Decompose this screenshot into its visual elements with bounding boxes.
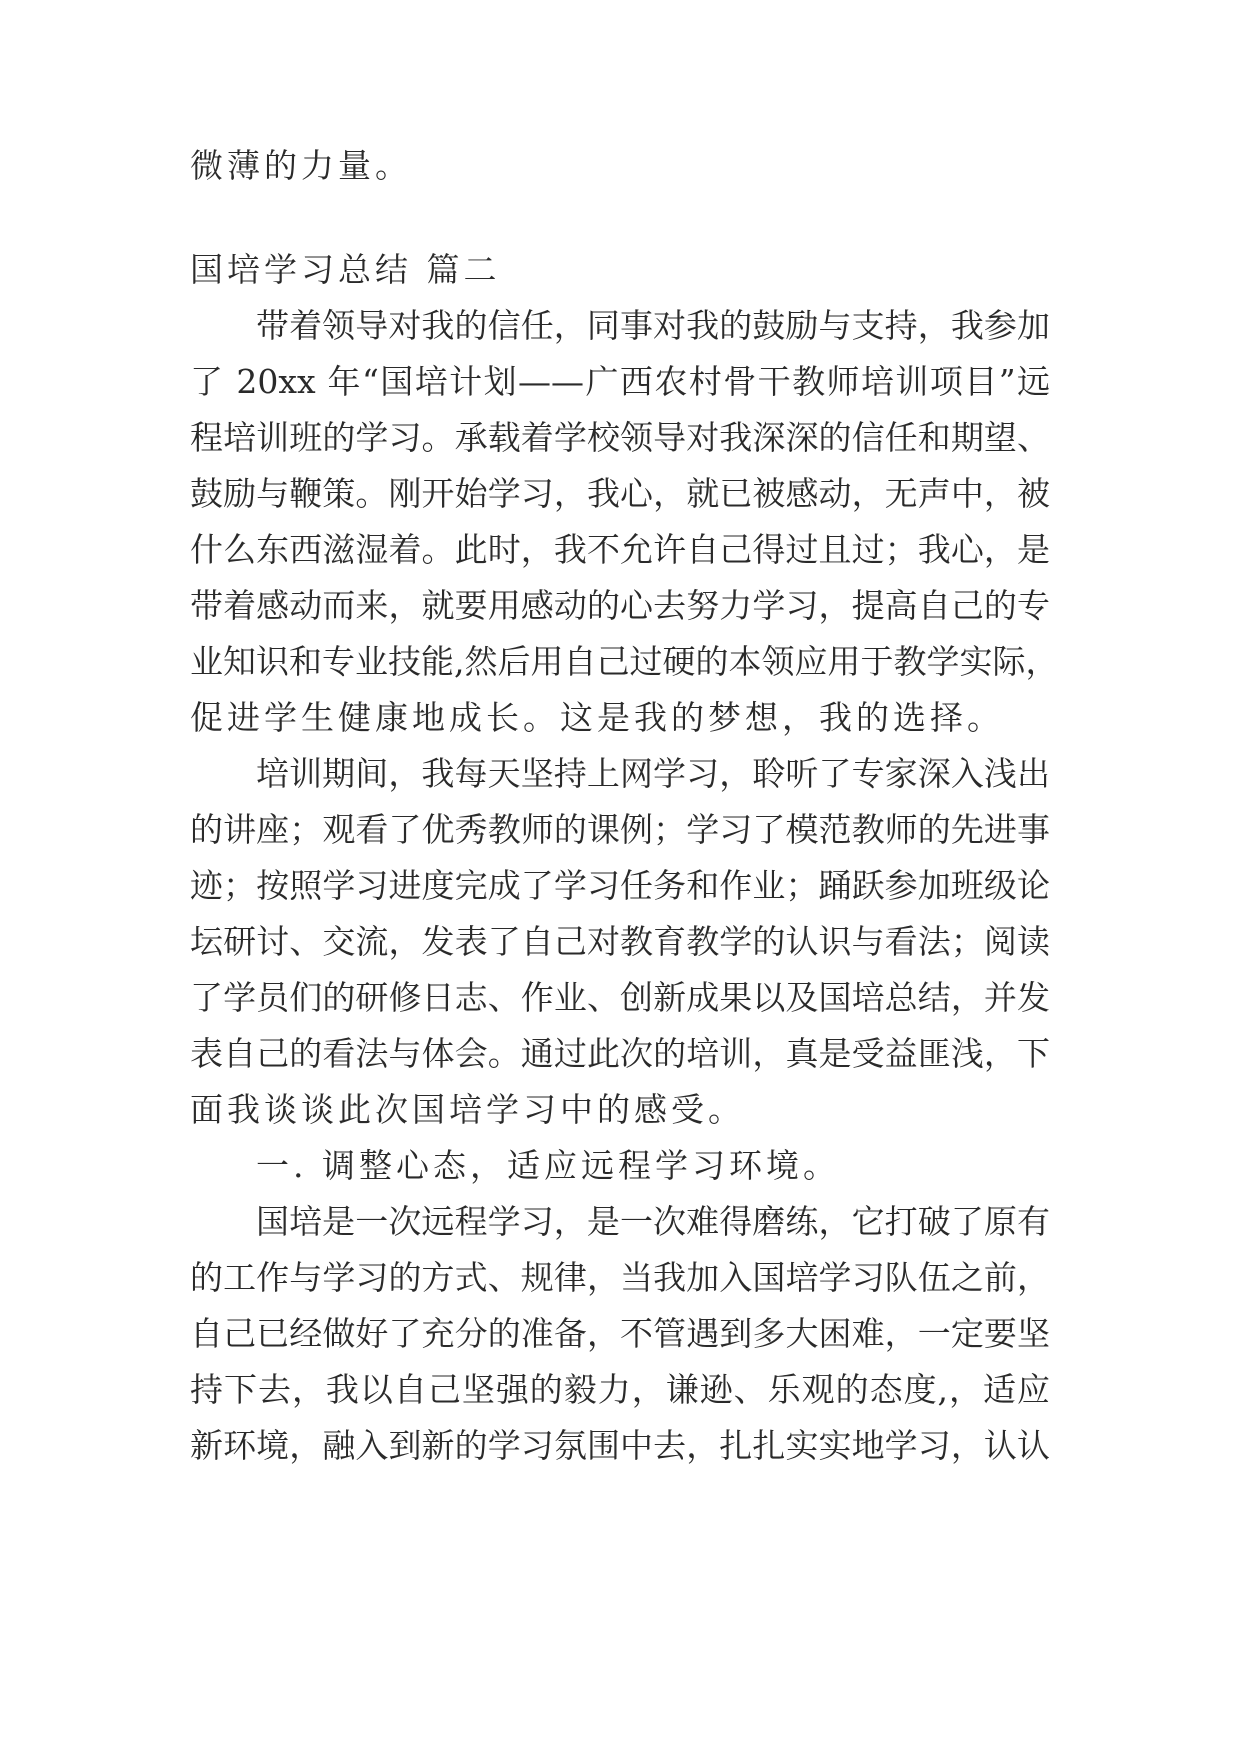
paragraph-1-line: 鼓励与鞭策。刚开始学习，我心，就已被感动，无声中，被 (190, 474, 1050, 513)
paragraph-2-line: 培训期间，我每天坚持上网学习，聆听了专家深入浅出 (256, 754, 1050, 793)
heading-one: 一. 调整心态，适应远程学习环境。 (256, 1146, 840, 1185)
paragraph-1-line: 了 20xx 年“国培计划——广西农村骨干教师培训项目”远 (190, 362, 1050, 401)
paragraph-2-line: 表自己的看法与体会。通过此次的培训，真是受益匪浅，下 (190, 1034, 1050, 1073)
paragraph-1-line: 业知识和专业技能,然后用自己过硬的本领应用于教学实际， (190, 642, 1059, 681)
paragraph-2-line: 面我谈谈此次国培学习中的感受。 (190, 1090, 745, 1129)
paragraph-2-line: 了学员们的研修日志、作业、创新成果以及国培总结，并发 (190, 978, 1050, 1017)
paragraph-3-line: 新环境，融入到新的学习氛围中去，扎扎实实地学习，认认 (190, 1426, 1050, 1465)
paragraph-3-line: 自己已经做好了充分的准备，不管遇到多大困难，一定要坚 (190, 1314, 1050, 1353)
continuation-line: 微薄的力量。 (190, 146, 412, 185)
paragraph-2-line: 迹；按照学习进度完成了学习任务和作业；踊跃参加班级论 (190, 866, 1050, 905)
paragraph-3-line: 国培是一次远程学习，是一次难得磨练，它打破了原有 (256, 1202, 1050, 1241)
section-title: 国培学习总结 篇二 (190, 250, 501, 289)
paragraph-3-line: 的工作与学习的方式、规律，当我加入国培学习队伍之前， (190, 1258, 1050, 1297)
paragraph-1-line: 带着领导对我的信任，同事对我的鼓励与支持，我参加 (256, 306, 1050, 345)
paragraph-1-line: 促进学生健康地成长。这是我的梦想，我的选择。 (190, 698, 1004, 737)
paragraph-1-line: 什么东西滋湿着。此时，我不允许自己得过且过；我心，是 (190, 530, 1050, 569)
paragraph-3-line: 持下去，我以自己坚强的毅力，谦逊、乐观的态度,，适应 (190, 1370, 1050, 1409)
paragraph-1-line: 程培训班的学习。承载着学校领导对我深深的信任和期望、 (190, 418, 1050, 457)
paragraph-2-line: 坛研讨、交流，发表了自己对教育教学的认识与看法；阅读 (190, 922, 1050, 961)
paragraph-2-line: 的讲座；观看了优秀教师的课例；学习了模范教师的先进事 (190, 810, 1050, 849)
paragraph-1-line: 带着感动而来，就要用感动的心去努力学习，提高自己的专 (190, 586, 1050, 625)
